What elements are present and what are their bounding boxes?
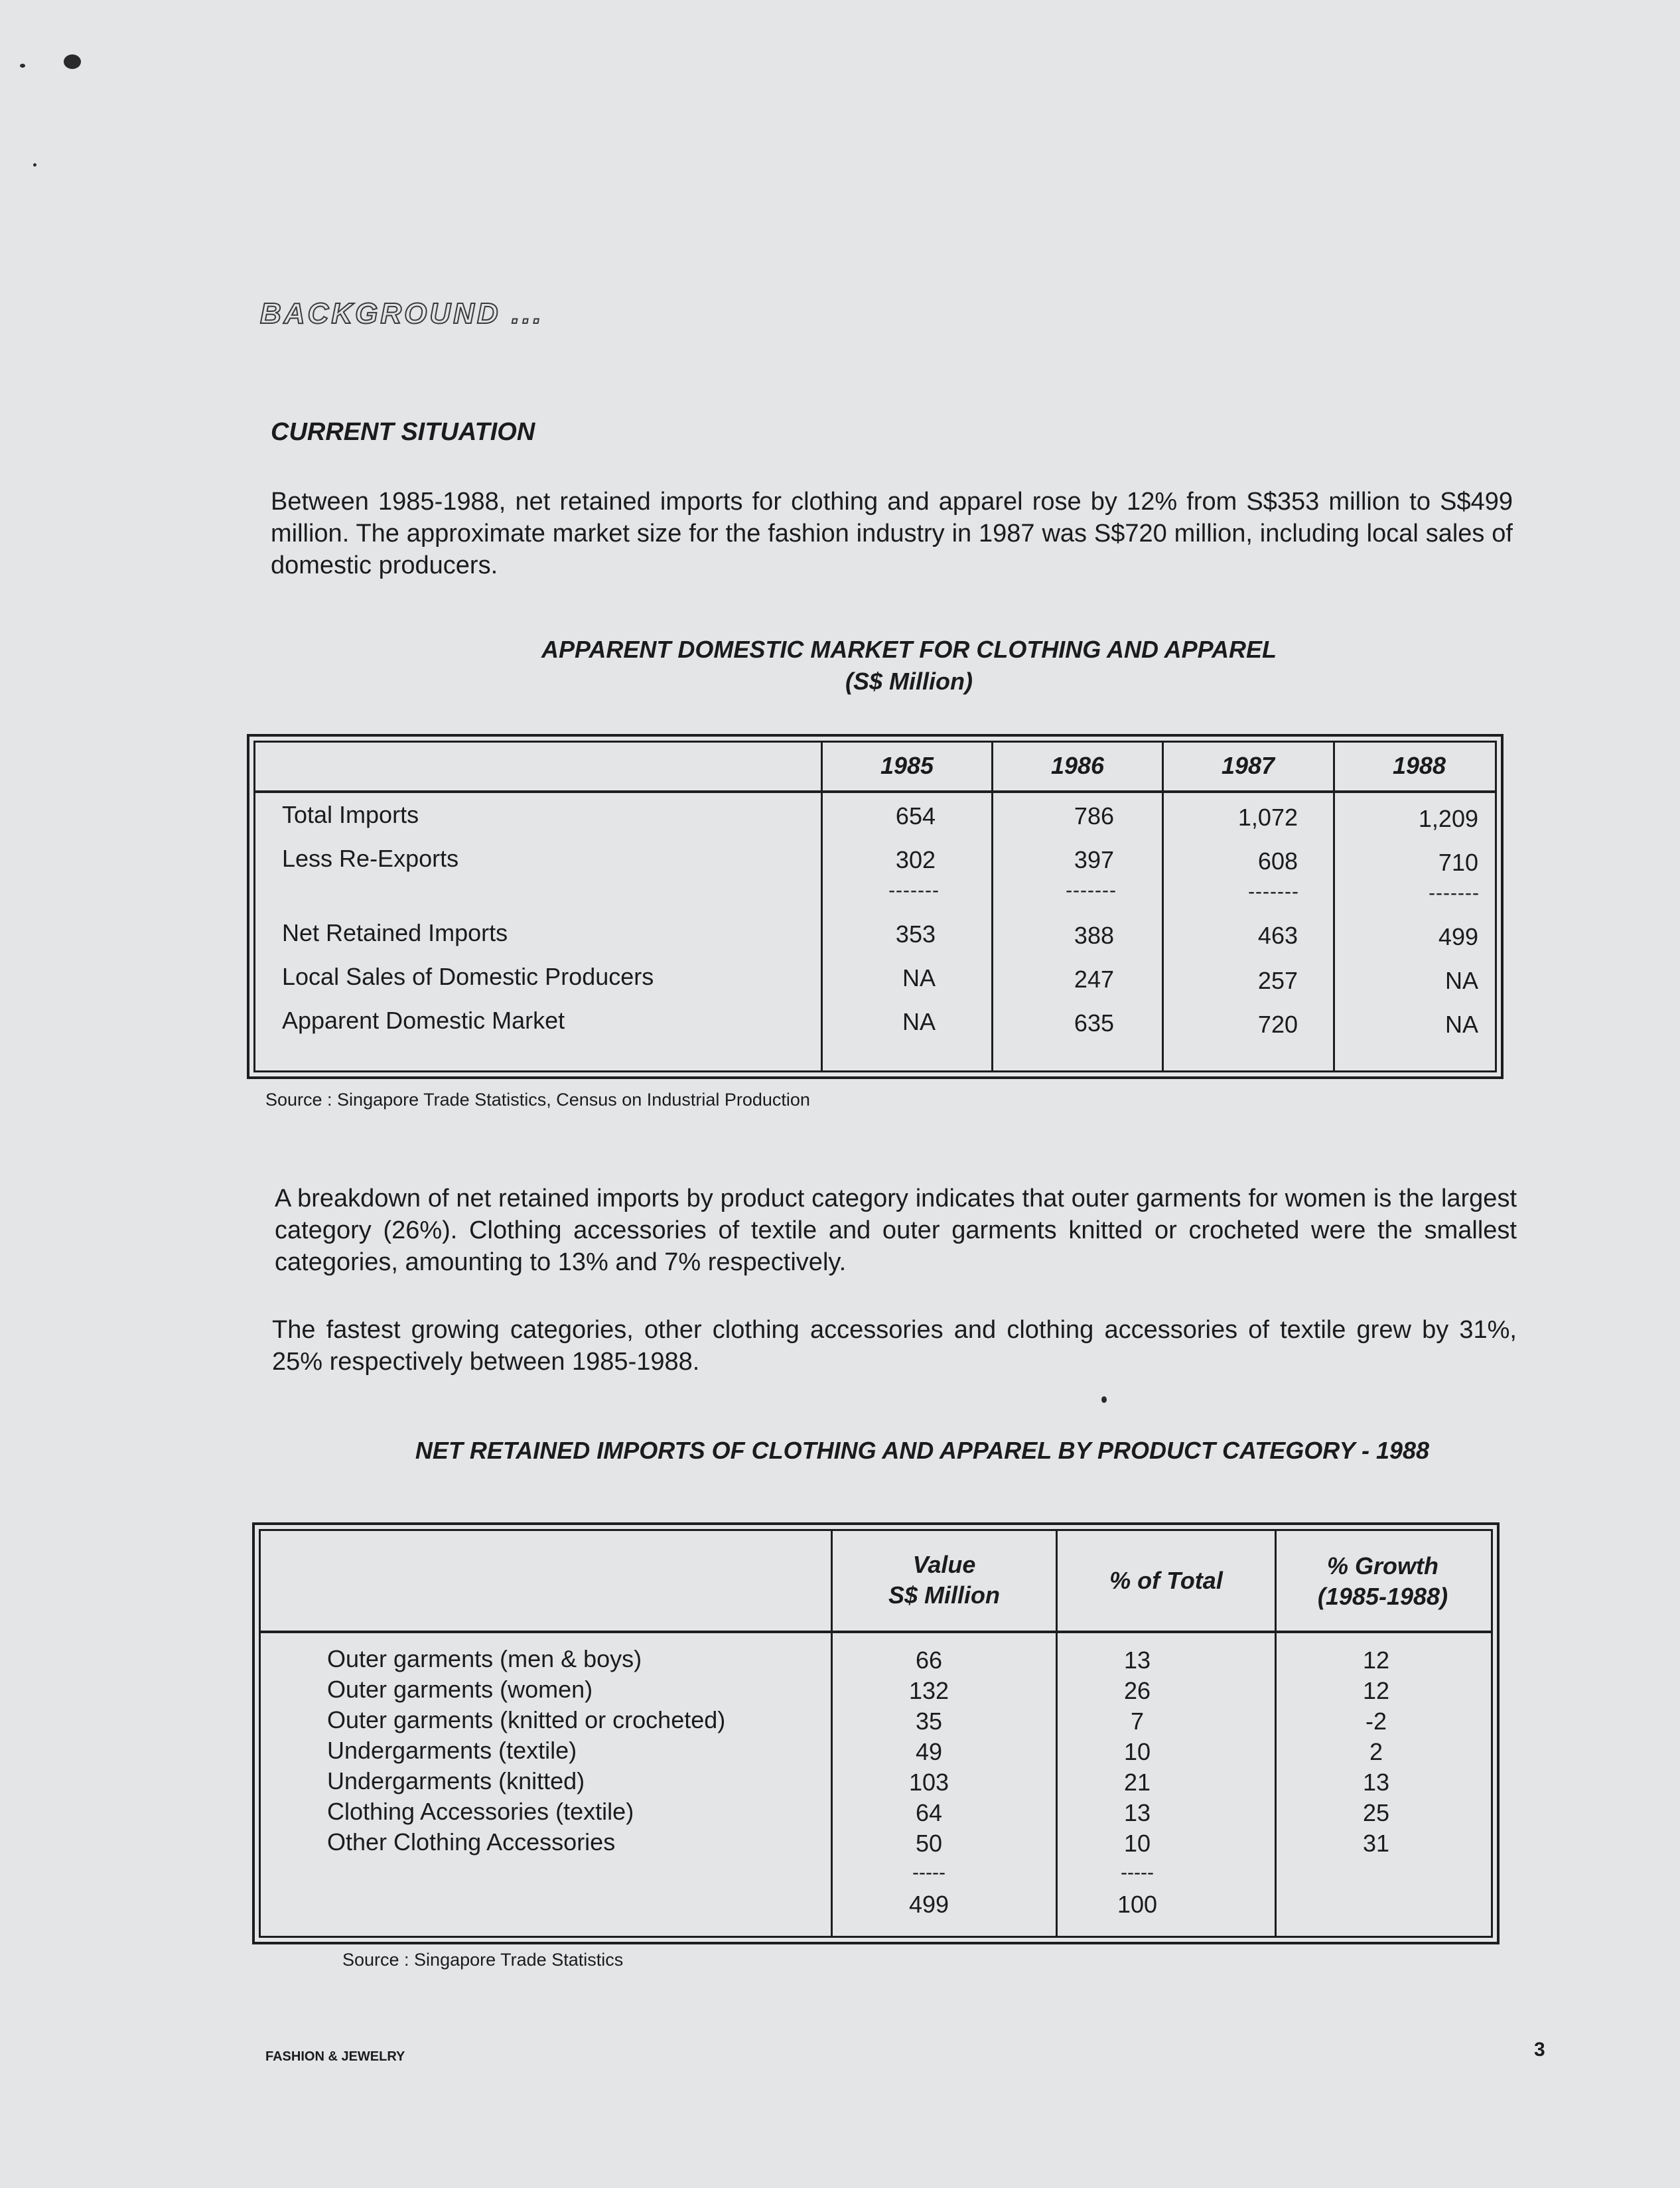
growth-header: [1277, 1551, 1489, 1612]
value-cell: 35: [915, 1708, 943, 1735]
pct-total-header: % of Total: [1109, 1567, 1223, 1594]
table2-source: Source : Singapore Trade Statistics: [342, 1950, 624, 1970]
table-cell: NA: [1444, 1011, 1478, 1038]
year-header: 1985: [880, 752, 934, 779]
row-label: Apparent Domestic Market: [282, 1007, 565, 1034]
footer-publication: FASHION & JEWELRY: [265, 2049, 405, 2064]
total-separator: -----: [912, 1861, 945, 1883]
table-cell: 463: [1257, 922, 1298, 949]
table-cell: 786: [1074, 802, 1114, 830]
table-cell: 247: [1074, 966, 1114, 993]
table1-title: APPARENT DOMESTIC MARKET FOR CLOTHING AND APPAREL: [541, 636, 1277, 663]
table-cell: 1,072: [1237, 804, 1298, 831]
pct-total-cell: 13: [1123, 1646, 1151, 1674]
growth-cell: 31: [1362, 1830, 1390, 1857]
growth-cell: 12: [1362, 1646, 1390, 1674]
pct-total-cell: 21: [1123, 1769, 1151, 1796]
category-label: Outer garments (women): [327, 1676, 593, 1703]
subtotal-separator: -------: [888, 879, 940, 901]
intro-paragraph: Between 1985-1988, net retained imports for clothing and apparel rose by 12% from S$353 million to S$499 million. The approximate market size for the fashion industry in 1987 was S$720 million, including local sales of domestic producers.: [271, 488, 1513, 579]
growth-cell: 12: [1362, 1677, 1390, 1704]
category-label: Undergarments (knitted): [327, 1767, 585, 1794]
table-cell: NA: [902, 1008, 936, 1035]
growth-cell: 13: [1362, 1769, 1390, 1796]
table-cell: 635: [1074, 1009, 1114, 1037]
value-cell: 132: [908, 1677, 949, 1704]
pct-total-cell: 13: [1123, 1799, 1151, 1826]
category-label: Undergarments (textile): [327, 1737, 577, 1764]
value-cell: 66: [915, 1646, 943, 1674]
year-header: 1987: [1221, 752, 1275, 779]
table-cell: NA: [1444, 967, 1478, 994]
growth-paragraph: The fastest growing categories, other clothing accessories and clothing accessories of textile grew by 31%, 25% respectively between 1985-1988.: [272, 1316, 1517, 1376]
category-label: Outer garments (knitted or crocheted): [327, 1706, 726, 1733]
table-cell: 710: [1438, 849, 1478, 876]
table-cell: 499: [1438, 923, 1478, 950]
table1-title-block: [398, 634, 1420, 697]
pct-total-cell: 10: [1123, 1830, 1151, 1857]
total-separator: -----: [1121, 1861, 1154, 1883]
pct-total-cell: 26: [1123, 1677, 1151, 1704]
row-label: Total Imports: [282, 801, 419, 828]
section-label: BACKGROUND ...: [260, 297, 544, 330]
total-pct: 100: [1117, 1891, 1158, 1918]
value-cell: 49: [915, 1738, 943, 1765]
table-cell: 397: [1074, 846, 1114, 873]
pct-total-cell: 10: [1123, 1738, 1151, 1765]
scan-speck: [64, 54, 81, 69]
table2-title: NET RETAINED IMPORTS OF CLOTHING AND APPAREL BY PRODUCT CATEGORY - 1988: [415, 1437, 1430, 1464]
table-cell: 654: [895, 802, 936, 830]
market-table-inner: [253, 741, 1497, 1072]
header-rule: [255, 790, 1495, 793]
value-header-line1: Value: [912, 1551, 976, 1578]
scan-speck: [33, 163, 36, 167]
growth-cell: 25: [1362, 1799, 1390, 1826]
market-table: [247, 734, 1504, 1079]
category-table-inner: [259, 1529, 1493, 1938]
table-cell: 353: [895, 920, 936, 948]
value-cell: 50: [915, 1830, 943, 1857]
year-header: 1986: [1050, 752, 1105, 779]
category-label: Clothing Accessories (textile): [327, 1798, 634, 1825]
row-label: Net Retained Imports: [282, 919, 508, 946]
breakdown-paragraph: A breakdown of net retained imports by product category indicates that outer garments for women is the largest category (26%). Clothing accessories of textile and outer garments knitted or crocheted were the smallest categories, amounting to 13% and 7% respectively.: [275, 1185, 1517, 1276]
table1-subtitle: (S$ Million): [845, 668, 973, 695]
year-header: 1988: [1392, 752, 1446, 779]
page-number: 3: [1534, 2039, 1545, 2061]
pct-total-cell: 7: [1130, 1708, 1145, 1735]
subtotal-separator: -------: [1429, 882, 1480, 904]
page-heading: CURRENT SITUATION: [271, 418, 535, 446]
row-label: Less Re-Exports: [282, 845, 459, 872]
table-cell: NA: [902, 964, 936, 991]
category-table: [252, 1522, 1500, 1944]
table-cell: 720: [1257, 1011, 1298, 1038]
subtotal-separator: -------: [1248, 881, 1299, 903]
value-header: [833, 1550, 1056, 1611]
table-cell: 302: [895, 846, 936, 873]
value-cell: 64: [915, 1799, 943, 1826]
table-cell: 608: [1257, 847, 1298, 875]
category-label: Other Clothing Accessories: [327, 1828, 616, 1856]
total-value: 499: [908, 1891, 949, 1918]
growth-header-line2: (1985-1988): [1317, 1583, 1448, 1610]
row-label: Local Sales of Domestic Producers: [282, 963, 654, 990]
value-header-line2: S$ Million: [888, 1581, 1000, 1609]
scan-speck: [1101, 1396, 1107, 1403]
scan-speck: [20, 64, 25, 68]
category-label: Outer garments (men & boys): [327, 1645, 642, 1672]
table1-source: Source : Singapore Trade Statistics, Census on Industrial Production: [265, 1090, 810, 1110]
growth-header-line1: % Growth: [1327, 1552, 1438, 1579]
subtotal-separator: -------: [1066, 879, 1117, 901]
table-cell: 388: [1074, 922, 1114, 949]
table-cell: 1,209: [1418, 805, 1478, 832]
header-rule: [261, 1631, 1491, 1633]
growth-cell: 2: [1369, 1738, 1383, 1765]
value-cell: 103: [908, 1769, 949, 1796]
table-cell: 257: [1257, 967, 1298, 994]
growth-cell: -2: [1365, 1708, 1387, 1735]
